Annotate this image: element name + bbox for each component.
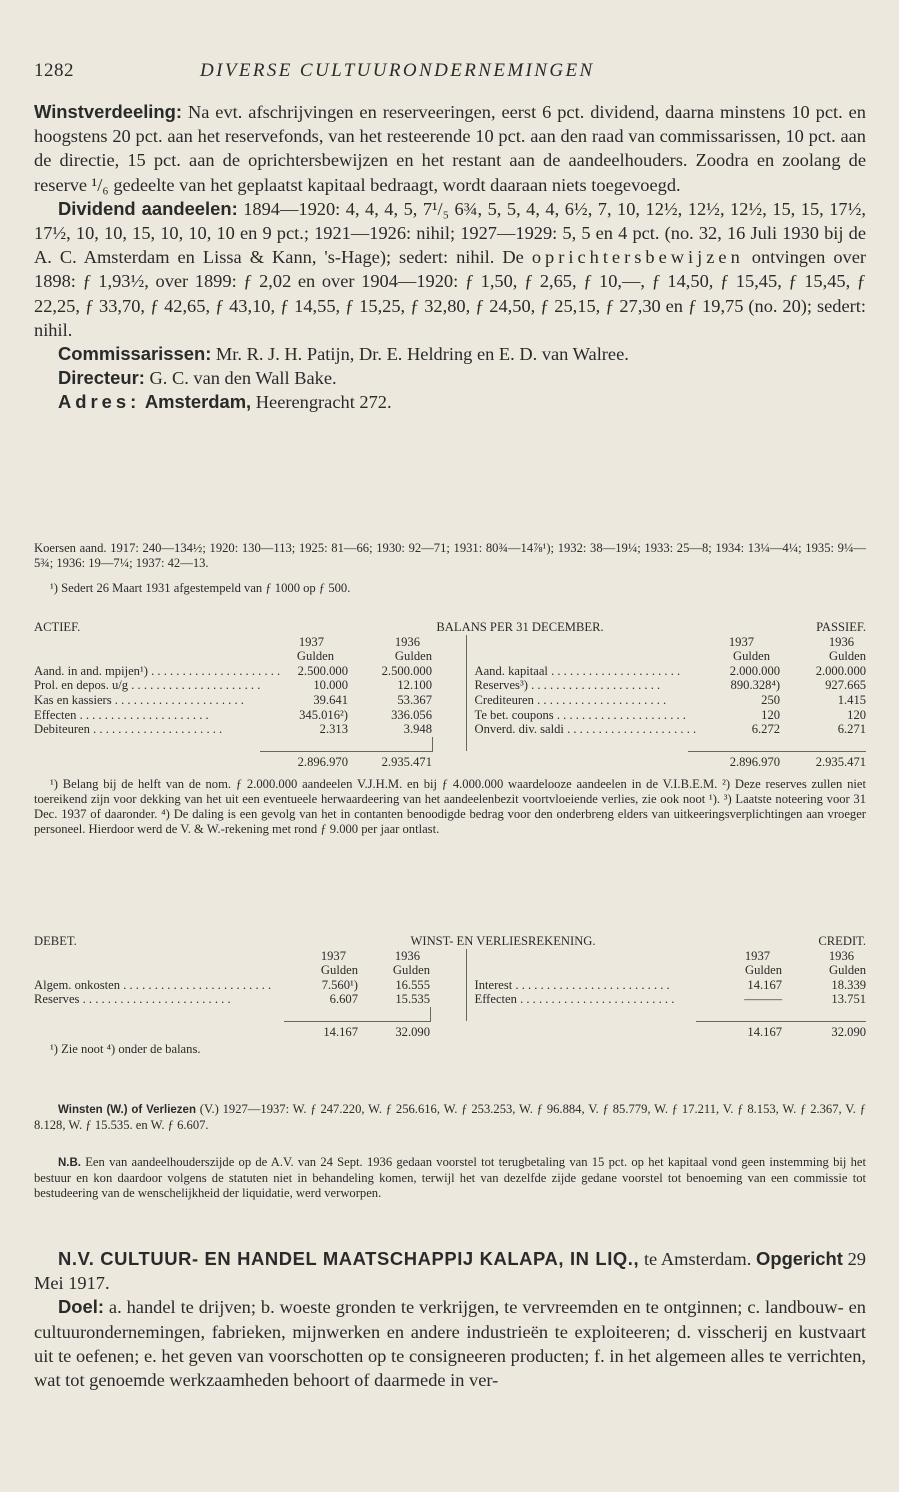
row-label: Algem. onkosten bbox=[34, 977, 121, 992]
row-value: 2.000.000 bbox=[815, 663, 867, 678]
winst-unit: Gulden bbox=[392, 963, 430, 978]
kalapa-location: te Amsterdam. bbox=[639, 1249, 752, 1269]
balans-year-1937-right: 1937 bbox=[728, 634, 755, 649]
winstverdeeling-label: Winstverdeeling: bbox=[34, 101, 183, 122]
page-number: 1282 bbox=[34, 60, 74, 81]
row-label: Effecten bbox=[474, 992, 517, 1007]
doel-label: Doel: bbox=[58, 1296, 104, 1318]
table-row: Kas en kassiers . . . . . . . . . . . . . . . . . . . . . 39.641 53.367 Crediteuren . . . . . . . . . . . . . . . . . . . . . 250 1.415 bbox=[34, 692, 867, 707]
row-value: 6.607 bbox=[329, 992, 358, 1007]
winst-unit: Gulden bbox=[320, 963, 358, 978]
row-value: 10.000 bbox=[313, 678, 348, 693]
winst-year-1937-left: 1937 bbox=[320, 948, 346, 963]
kalapa-heading bbox=[34, 1247, 866, 1295]
kalapa-name: N.V. CULTUUR- EN HANDEL MAATSCHAPPIJ KALAPA, IN LIQ., bbox=[58, 1248, 640, 1269]
commissarissen-label: Commissarissen: bbox=[58, 343, 212, 365]
row-value: 890.328⁴) bbox=[730, 678, 781, 693]
winst-year-1936-left: 1936 bbox=[394, 948, 420, 963]
row-value: 345.016²) bbox=[299, 707, 348, 722]
table-row: Effecten . . . . . . . . . . . . . . . . . . . . . 345.016²) 336.056 Te bet. coupons . . . . . . . . . . . . . . . . . . . . . 120 120 bbox=[34, 707, 867, 722]
winsten-paragraph bbox=[34, 1102, 866, 1133]
company-section-top bbox=[34, 100, 866, 415]
winst-table bbox=[34, 934, 866, 1040]
kalapa-section bbox=[34, 1247, 866, 1392]
directeur-text: G. C. van den Wall Bake. bbox=[144, 368, 337, 389]
table-row: Aand. in and. mpijen¹) . . . . . . . . . . . . . . . . . . . . . 2.500.000 2.500.000 Aand. kapitaal . . . . . . . . . . . . . . . . . . . . . 2.000.000 2.000.000 bbox=[34, 663, 867, 678]
total-value: 32.090 bbox=[358, 1021, 430, 1039]
row-value: 2.500.000 bbox=[381, 663, 432, 678]
winstverdeeling-text: Na evt. afschrijvingen en reserveeringen, eerst 6 pct. dividend, daarna minstens 10 pct. en hoogstens 20 pct. aan het reservefonds, van het resteerende 10 pct. aan den raad van commissarissen, 10 pct. aan de directie, 15 pct. aan de oprichtersbewijzen en het restant aan de aandeelhouders. Zoodra en zoolang de reserve ¹/₆ gedeelte van het geplaatst kapitaal bedraagt, wordt daaraan niets toegevoegd. bbox=[34, 102, 866, 195]
row-value: 1.415 bbox=[837, 692, 867, 707]
dividend-text-b: ontvingen over 1898: ƒ 1,93½, over 1899: ƒ 2,02 en over 1904—1920: ƒ 1,50, ƒ 2,65, ƒ 10,—, ƒ 14,50, ƒ 15,45, ƒ 15,45, ƒ 22,25, ƒ 33,70, ƒ 42,65, ƒ 43,10, ƒ 14,55, ƒ 15,25, ƒ 32,80, ƒ 24,50, ƒ 25,15, ƒ 27,30 en ƒ 19,75 (no. 20); sedert: nihil. bbox=[34, 247, 866, 340]
balans-unit: Gulden bbox=[394, 649, 432, 664]
row-value: 39.641 bbox=[313, 692, 348, 707]
opgericht-label: Opgericht bbox=[756, 1248, 843, 1269]
directeur-label: Directeur: bbox=[58, 367, 145, 389]
winsten-text: (V.) 1927—1937: W. ƒ 247.220, W. ƒ 256.616, W. ƒ 253.253, W. ƒ 96.884, V. ƒ 85.779, W. ƒ 17.211, V. ƒ 8.153, W. ƒ 2.367, V. ƒ 8.128, W. ƒ 15.535. en W. ƒ 6.607. bbox=[34, 1102, 866, 1132]
nb-block bbox=[34, 1155, 866, 1201]
balans-notes: ¹) Belang bij de helft van de nom. ƒ 2.000.000 aandeelen V.J.H.M. en bij ƒ 4.000.000 waardelooze aandeelen in de V.I.B.E.M. ²) Deze reserves zullen niet toereikend zijn voor dekking van het uit een eventueele herwaardeering van het aandeelenbezit voortvloeiende verlies, zie ook noot ¹). ³) Laatste noteering voor 31 Dec. 1937 of daaronder. ⁴) De daling is een gevolg van het in contanten benoodigde bedrag voor den onderbreng elders van uitkeeringsverplichtingen aan vroeger personeel. Hierdoor werd de V. & W.-rekening met rond ƒ 9.000 per jaar ontlast. bbox=[34, 777, 866, 837]
balans-table bbox=[34, 620, 866, 769]
row-value: 120 bbox=[847, 707, 867, 722]
commissarissen-text: Mr. R. J. H. Patijn, Dr. E. Heldring en E. D. van Walree. bbox=[211, 344, 629, 365]
row-label: Effecten bbox=[34, 707, 77, 722]
row-value: 3.948 bbox=[403, 722, 432, 737]
koersen-text: Koersen aand. 1917: 240—134½; 1920: 130—113; 1925: 81—66; 1930: 92—71; 1931: 80¾—14⅞¹); 1932: 38—19¼; 1933: 25—8; 1934: 13¼—4¼; 1935: 9¼—5¾; 1936: 19—7¼; 1937: 42—13. bbox=[34, 541, 866, 570]
passief-heading: PASSIEF. bbox=[816, 620, 867, 634]
row-label: Aand. kapitaal bbox=[474, 663, 548, 678]
running-title: DIVERSE CULTUURONDERNEMINGEN bbox=[200, 60, 595, 81]
winst-block bbox=[34, 934, 866, 1057]
dividend-label: Dividend aandeelen: bbox=[58, 197, 238, 219]
table-row: Reserves . . . . . . . . . . . . . . . . . . . . . . . . 6.607 15.535 Effecten . . . . . . . . . . . . . . . . . . . . . . . . . ——— 13.751 bbox=[34, 992, 867, 1007]
oprichtersbewijzen-spaced: oprichtersbewijzen bbox=[531, 247, 744, 268]
winst-year-1937-right: 1937 bbox=[744, 948, 771, 963]
winst-unit: Gulden bbox=[828, 963, 867, 978]
commissarissen-line bbox=[34, 342, 866, 366]
directeur-line bbox=[34, 366, 866, 390]
nb-text: Een van aandeelhouderszijde op de A.V. van 24 Sept. 1936 gedaan voorstel tot terugbetaling van 15 pct. op het kapitaal vond geen instemming bij het bestuur en kon daardoor volgens de statuten niet in behandeling komen, terwijl het van dezelfde zijde gedane voorstel tot benoeming van een commissie tot bestudeering van de wenschelijkheid der liquidatie, werd verworpen. bbox=[34, 1155, 866, 1200]
table-row: Prol. en depos. u/g . . . . . . . . . . . . . . . . . . . . . 10.000 12.100 Reserves³) . . . . . . . . . . . . . . . . . . . . . 890.328⁴) 927.665 bbox=[34, 678, 867, 693]
winst-totals bbox=[34, 1021, 866, 1039]
total-value: 2.935.471 bbox=[780, 751, 866, 769]
winstverdeeling-paragraph bbox=[34, 100, 866, 197]
dividend-text-a: 1894—1920: 4, 4, 4, 5, 7¹/₅ 6¾, 5, 5, 4, 4, 6½, 7, 10, 12½, 12½, 12½, 15, 15, 17½, 17½, 10, 10, 15, 10, 10, 10 en 9 pct.; 1921—1926: nihil; 1927—1929: 5, 5 en 4 pct. (no. 32, 16 Juli 1930 bij de A. C. Amsterdam en Lissa & Kann, 's-Hage); sedert: nihil. De bbox=[34, 198, 866, 268]
winst-title: WINST- EN VERLIESREKENING. bbox=[410, 934, 596, 948]
winst-unit: Gulden bbox=[744, 963, 783, 978]
adres-city: Amsterdam, bbox=[144, 391, 252, 413]
row-value: 336.056 bbox=[391, 707, 432, 722]
row-value: 6.271 bbox=[837, 722, 867, 737]
adres-label: Adres: bbox=[58, 391, 141, 413]
row-value: 12.100 bbox=[397, 678, 432, 693]
row-label: Interest bbox=[474, 977, 513, 992]
winst-note: ¹) Zie noot ⁴) onder de balans. bbox=[50, 1041, 201, 1056]
row-value: 15.535 bbox=[395, 992, 430, 1007]
row-value: ——— bbox=[744, 992, 783, 1007]
total-value: 14.167 bbox=[696, 1021, 782, 1039]
koersen-block bbox=[34, 541, 866, 596]
row-value: 7.560¹) bbox=[321, 977, 358, 992]
row-value: 2.500.000 bbox=[297, 663, 348, 678]
row-label: Aand. in and. mpijen¹) bbox=[34, 663, 148, 678]
row-value: 250 bbox=[761, 692, 781, 707]
row-value: 13.751 bbox=[831, 992, 867, 1007]
balans-unit: Gulden bbox=[828, 649, 867, 664]
koersen-note: ¹) Sedert 26 Maart 1931 afgestempeld van ƒ 1000 op ƒ 500. bbox=[50, 581, 351, 595]
row-label: Crediteuren bbox=[474, 692, 534, 707]
row-label: Prol. en depos. u/g bbox=[34, 678, 129, 693]
total-value: 14.167 bbox=[284, 1021, 358, 1039]
balans-unit: Gulden bbox=[732, 649, 771, 664]
row-value: 18.339 bbox=[831, 977, 867, 992]
doel-text: a. handel te drijven; b. woeste gronden te verkrijgen, te vervreemden en te ontginnen; c. landbouw- en cultuurondernemingen, fabrieken, mijnwerken en andere industrieën te exploiteeren; d. visscherij en kustvaart uit te oefenen; e. het geven van voorschotten op te consigneeren producten; f. in het algemeen alles te verrichten, wat tot genoemde werkzaamheden behoort of daarmede in ver- bbox=[34, 1297, 866, 1391]
balans-title: BALANS PER 31 DECEMBER. bbox=[436, 620, 604, 634]
row-label: Debiteuren bbox=[34, 722, 90, 737]
winsten-block bbox=[34, 1102, 866, 1133]
total-value: 2.896.970 bbox=[260, 751, 348, 769]
balans-totals bbox=[34, 751, 866, 769]
nb-label: N.B. bbox=[58, 1157, 81, 1169]
balans-unit: Gulden bbox=[296, 649, 334, 664]
row-value: 120 bbox=[761, 707, 781, 722]
row-value: 927.665 bbox=[825, 678, 867, 693]
row-value: 2.000.000 bbox=[729, 663, 781, 678]
doel-paragraph bbox=[34, 1295, 866, 1392]
credit-heading: CREDIT. bbox=[818, 934, 867, 948]
row-value: 53.367 bbox=[397, 692, 432, 707]
debet-heading: DEBET. bbox=[34, 934, 77, 948]
nb-paragraph bbox=[34, 1155, 866, 1201]
table-row: Algem. onkosten . . . . . . . . . . . . . . . . . . . . . . . . 7.560¹) 16.555 Interest . . . . . . . . . . . . . . . . . . . . . . . . . 14.167 18.339 bbox=[34, 977, 867, 992]
row-value: 14.167 bbox=[747, 977, 783, 992]
winst-year-1936-right: 1936 bbox=[828, 948, 855, 963]
adres-line bbox=[34, 390, 866, 414]
table-row: Debiteuren . . . . . . . . . . . . . . . . . . . . . 2.313 3.948 Onverd. div. saldi . . . . . . . . . . . . . . . . . . . . . 6.272 6.271 bbox=[34, 722, 867, 737]
adres-text: Heerengracht 272. bbox=[251, 392, 392, 413]
balans-year-1937-left: 1937 bbox=[298, 634, 324, 649]
row-label: Kas en kassiers bbox=[34, 692, 112, 707]
dividend-paragraph bbox=[34, 197, 866, 342]
opgericht-text: 29 Mei 1917. bbox=[34, 1249, 866, 1294]
row-label: Reserves bbox=[34, 992, 80, 1007]
balans-block bbox=[34, 620, 866, 837]
row-label: Onverd. div. saldi bbox=[474, 722, 564, 737]
page-header bbox=[34, 60, 866, 90]
row-value: 6.272 bbox=[751, 722, 781, 737]
balans-year-1936-left: 1936 bbox=[394, 634, 420, 649]
row-value: 2.313 bbox=[319, 722, 348, 737]
balans-year-1936-right: 1936 bbox=[828, 634, 855, 649]
total-value: 32.090 bbox=[782, 1021, 866, 1039]
winsten-label: Winsten (W.) of Verliezen bbox=[58, 1104, 196, 1116]
total-value: 2.935.471 bbox=[348, 751, 432, 769]
total-value: 2.896.970 bbox=[688, 751, 780, 769]
row-value: 16.555 bbox=[395, 977, 430, 992]
actief-heading: ACTIEF. bbox=[34, 620, 81, 634]
row-label: Te bet. coupons bbox=[474, 707, 554, 722]
row-label: Reserves³) bbox=[474, 678, 528, 693]
